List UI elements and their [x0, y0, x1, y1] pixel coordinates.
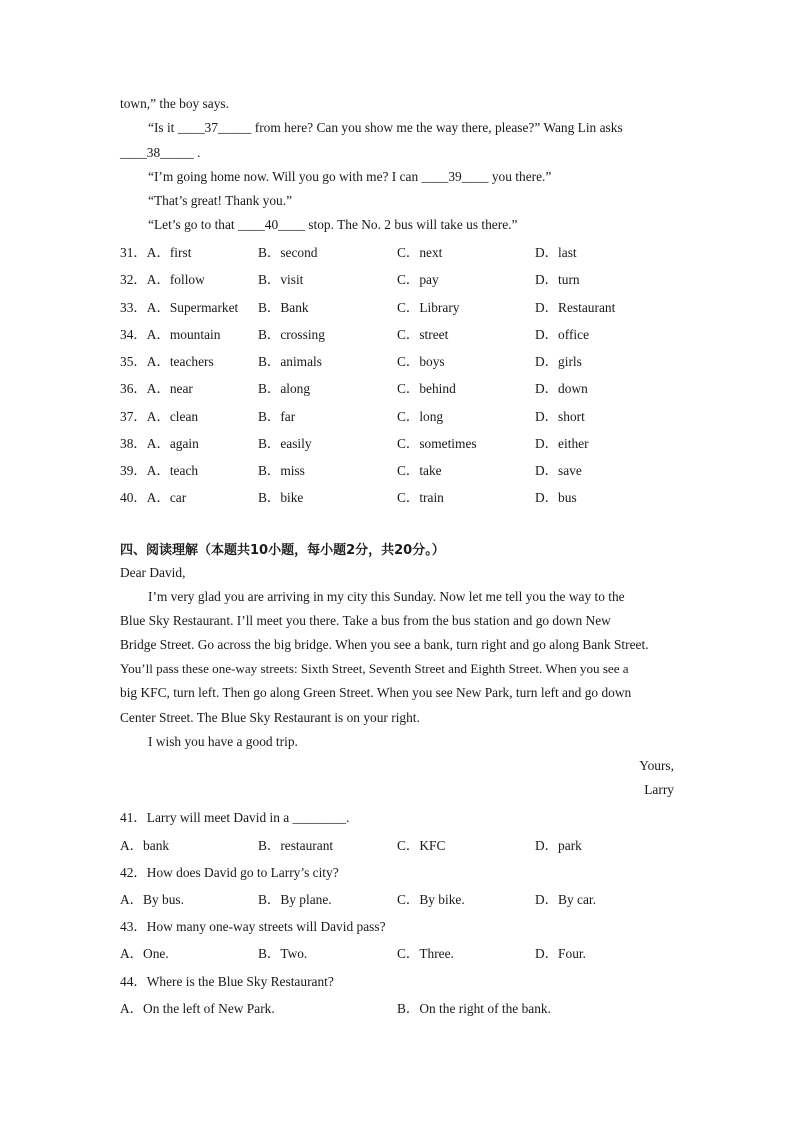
text: “Let’s go to that: [148, 217, 238, 232]
option-row-40: [120, 487, 680, 507]
option-b: B．along: [258, 381, 311, 396]
option-d: D．Four.: [535, 946, 586, 961]
passage-line-4: [148, 169, 551, 185]
question-42: 42．How does David go to Larry’s city?: [120, 865, 339, 880]
question-44: 44．Where is the Blue Sky Restaurant?: [120, 974, 334, 989]
option-a: A．One.: [120, 946, 169, 961]
option-a: 35．A．teachers: [120, 354, 214, 369]
option-row-34: [120, 324, 680, 344]
letter-line-1: I’m very glad you are arriving in my city this Sunday. Now let me tell you the way to the: [148, 589, 625, 604]
option-row-37: [120, 406, 680, 426]
option-row-35: [120, 351, 680, 371]
text: .: [193, 145, 201, 160]
option-a: 37．A．clean: [120, 409, 199, 424]
option-a: 40．A．car: [120, 490, 187, 505]
option-d: D．girls: [535, 354, 582, 369]
text: stop. The No. 2 bus will take us there.”: [304, 217, 518, 232]
text: “Is it: [148, 120, 178, 135]
option-c: C．sometimes: [397, 436, 477, 451]
passage-line-5: “That’s great! Thank you.”: [148, 193, 293, 208]
passage-line-1: town,” the boy says.: [120, 96, 229, 111]
option-c: C．KFC: [397, 838, 446, 853]
option-b: B．restaurant: [258, 838, 334, 853]
option-c: C．Three.: [397, 946, 454, 961]
letter-line-7: I wish you have a good trip.: [148, 734, 298, 749]
letter-signature: Larry: [644, 782, 674, 797]
option-c: C．boys: [397, 354, 445, 369]
blank-40: ____40____: [238, 217, 305, 232]
option-d: D．turn: [535, 272, 580, 287]
option-c: C．behind: [397, 381, 456, 396]
option-d: D．office: [535, 327, 590, 342]
option-d: D．either: [535, 436, 589, 451]
question-41: 41．Larry will meet David in a ________.: [120, 810, 350, 825]
letter-salutation: Dear David,: [120, 565, 186, 580]
option-row-32: [120, 269, 680, 289]
letter-line-6: Center Street. The Blue Sky Restaurant is on your right.: [120, 710, 420, 725]
question-43-options: [120, 943, 680, 963]
option-row-38: [120, 433, 680, 453]
option-d: D．down: [535, 381, 588, 396]
letter-line-3: Bridge Street. Go across the big bridge. When you see a bank, turn right and go along Bank Street.: [120, 637, 649, 652]
blank-37: ____37_____: [177, 120, 252, 135]
blank-39: ____39____: [421, 169, 489, 184]
question-44-options: [120, 998, 680, 1018]
option-row-39: [120, 460, 680, 480]
option-b: B．visit: [258, 272, 304, 287]
option-row-31: [120, 242, 680, 262]
option-c: C．Library: [397, 300, 460, 315]
letter-line-4: You’ll pass these one-way streets: Sixth Street, Seventh Street and Eighth Street. When you see a: [120, 661, 629, 676]
option-b: B．far: [258, 409, 296, 424]
option-d: D．short: [535, 409, 585, 424]
option-b: B．second: [258, 245, 318, 260]
passage-line-2: [148, 120, 623, 136]
option-row-36: [120, 378, 680, 398]
option-b: B．Bank: [258, 300, 309, 315]
option-b: B．bike: [258, 490, 304, 505]
option-d: D．last: [535, 245, 577, 260]
option-b: B．By plane.: [258, 892, 332, 907]
letter-line-2: Blue Sky Restaurant. I’ll meet you there. Take a bus from the bus station and go down New: [120, 613, 611, 628]
option-b: B．animals: [258, 354, 322, 369]
text: “I’m going home now. Will you go with me? I can: [148, 169, 422, 184]
letter-line-5: big KFC, turn left. Then go along Green Street. When you see New Park, turn left and go down: [120, 685, 632, 700]
option-a: 31．A．first: [120, 245, 192, 260]
option-c: C．By bike.: [397, 892, 465, 907]
option-d: D．save: [535, 463, 582, 478]
question-43: 43．How many one-way streets will David pass?: [120, 919, 386, 934]
text: from here? Can you show me the way there, please?” Wang Lin asks: [251, 120, 623, 135]
option-a: A．bank: [120, 838, 170, 853]
option-a: 39．A．teach: [120, 463, 199, 478]
blank-38: ____38_____: [120, 145, 194, 160]
option-c: C．pay: [397, 272, 439, 287]
option-c: C．train: [397, 490, 444, 505]
option-a: 36．A．near: [120, 381, 193, 396]
option-b: B．easily: [258, 436, 312, 451]
option-b: B．crossing: [258, 327, 325, 342]
option-row-33: [120, 297, 680, 317]
option-a: 33．A．Supermarket: [120, 300, 239, 315]
option-a: 32．A．follow: [120, 272, 205, 287]
passage-line-6: [148, 217, 517, 233]
passage-line-3: [120, 145, 200, 161]
section-heading: 四、阅读理解（本题共10小题，每小题2分，共20分。）: [120, 543, 445, 558]
option-d: D．bus: [535, 490, 577, 505]
option-c: C．long: [397, 409, 444, 424]
question-42-options: [120, 889, 680, 909]
option-b: B．On the right of the bank.: [397, 1001, 551, 1016]
option-d: D．Restaurant: [535, 300, 616, 315]
letter-closing: Yours,: [639, 758, 674, 773]
option-a: 38．A．again: [120, 436, 199, 451]
option-a: A．On the left of New Park.: [120, 1001, 275, 1016]
option-a: 34．A．mountain: [120, 327, 221, 342]
option-c: C．next: [397, 245, 443, 260]
option-c: C．take: [397, 463, 442, 478]
option-d: D．park: [535, 838, 582, 853]
text: you there.”: [488, 169, 552, 184]
option-b: B．miss: [258, 463, 305, 478]
question-41-options: [120, 835, 680, 855]
option-c: C．street: [397, 327, 449, 342]
option-a: A．By bus.: [120, 892, 184, 907]
option-b: B．Two.: [258, 946, 308, 961]
option-d: D．By car.: [535, 892, 596, 907]
